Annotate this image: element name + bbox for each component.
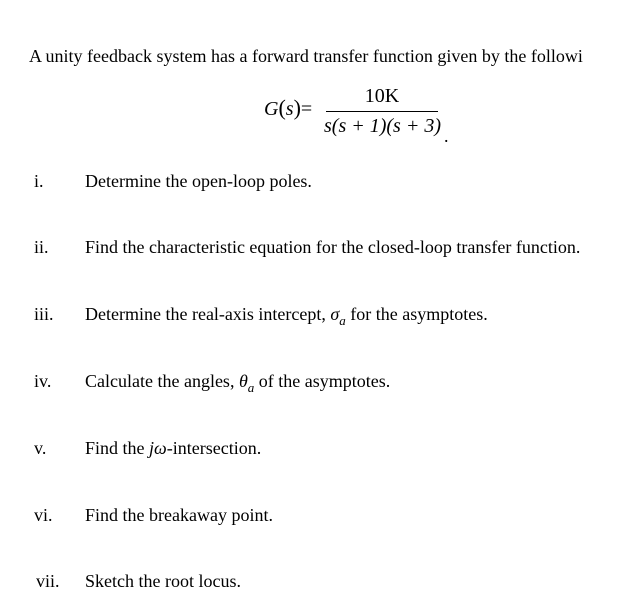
item-number: i. — [34, 171, 44, 191]
item-text-after: of the asymptotes. — [254, 371, 391, 391]
item-text — [85, 302, 488, 333]
j-omega-symbol: jω — [149, 438, 167, 458]
item-number: iv. — [34, 371, 52, 391]
item-number: ii. — [34, 237, 49, 257]
equation-fraction — [324, 84, 440, 144]
list-item — [0, 569, 626, 595]
numerator-text: 10K — [364, 85, 400, 107]
function-variable: s — [285, 98, 294, 120]
list-item — [0, 235, 626, 261]
symbol-subscript: a — [339, 313, 346, 328]
fraction-bar — [326, 111, 438, 112]
item-text-before: Find the — [85, 438, 150, 458]
list-item — [0, 369, 626, 395]
item-text-after: for the asymptotes. — [345, 304, 488, 324]
equation-lhs: G(s)= — [264, 95, 313, 120]
item-text-before: Calculate the angles, — [85, 371, 239, 391]
item-text: Find the breakaway point. — [85, 505, 273, 525]
item-number: iii. — [34, 304, 54, 324]
problem-intro: A unity feedback system has a forward transfer function given by the followi — [29, 46, 583, 66]
item-text-before: Determine the real-axis intercept, — [85, 304, 331, 324]
item-text — [85, 436, 261, 460]
item-text: Find the characteristic equation for the closed-loop transfer function. — [85, 237, 581, 257]
theta-symbol: θ — [238, 371, 248, 391]
equation-numerator — [324, 84, 440, 108]
list-item — [0, 169, 626, 195]
equation-period: . — [444, 126, 449, 146]
list-item — [0, 436, 626, 462]
item-text-after: -intersection. — [166, 438, 262, 458]
item-text: Sketch the root locus. — [85, 571, 241, 591]
symbol-subscript: a — [247, 380, 255, 395]
transfer-function-equation — [264, 84, 464, 148]
equals-sign: = — [300, 98, 313, 120]
list-item — [0, 302, 626, 328]
denominator-text: s(s + 1)(s + 3) — [324, 115, 441, 137]
item-number: vii. — [36, 571, 60, 591]
item-text: Determine the open-loop poles. — [85, 171, 312, 191]
sigma-symbol: σ — [330, 304, 340, 324]
item-number: vi. — [34, 505, 53, 525]
item-number: v. — [34, 438, 47, 458]
equation-denominator — [324, 113, 440, 139]
function-symbol: G — [264, 98, 279, 120]
list-item — [0, 503, 626, 529]
item-text — [85, 369, 390, 400]
